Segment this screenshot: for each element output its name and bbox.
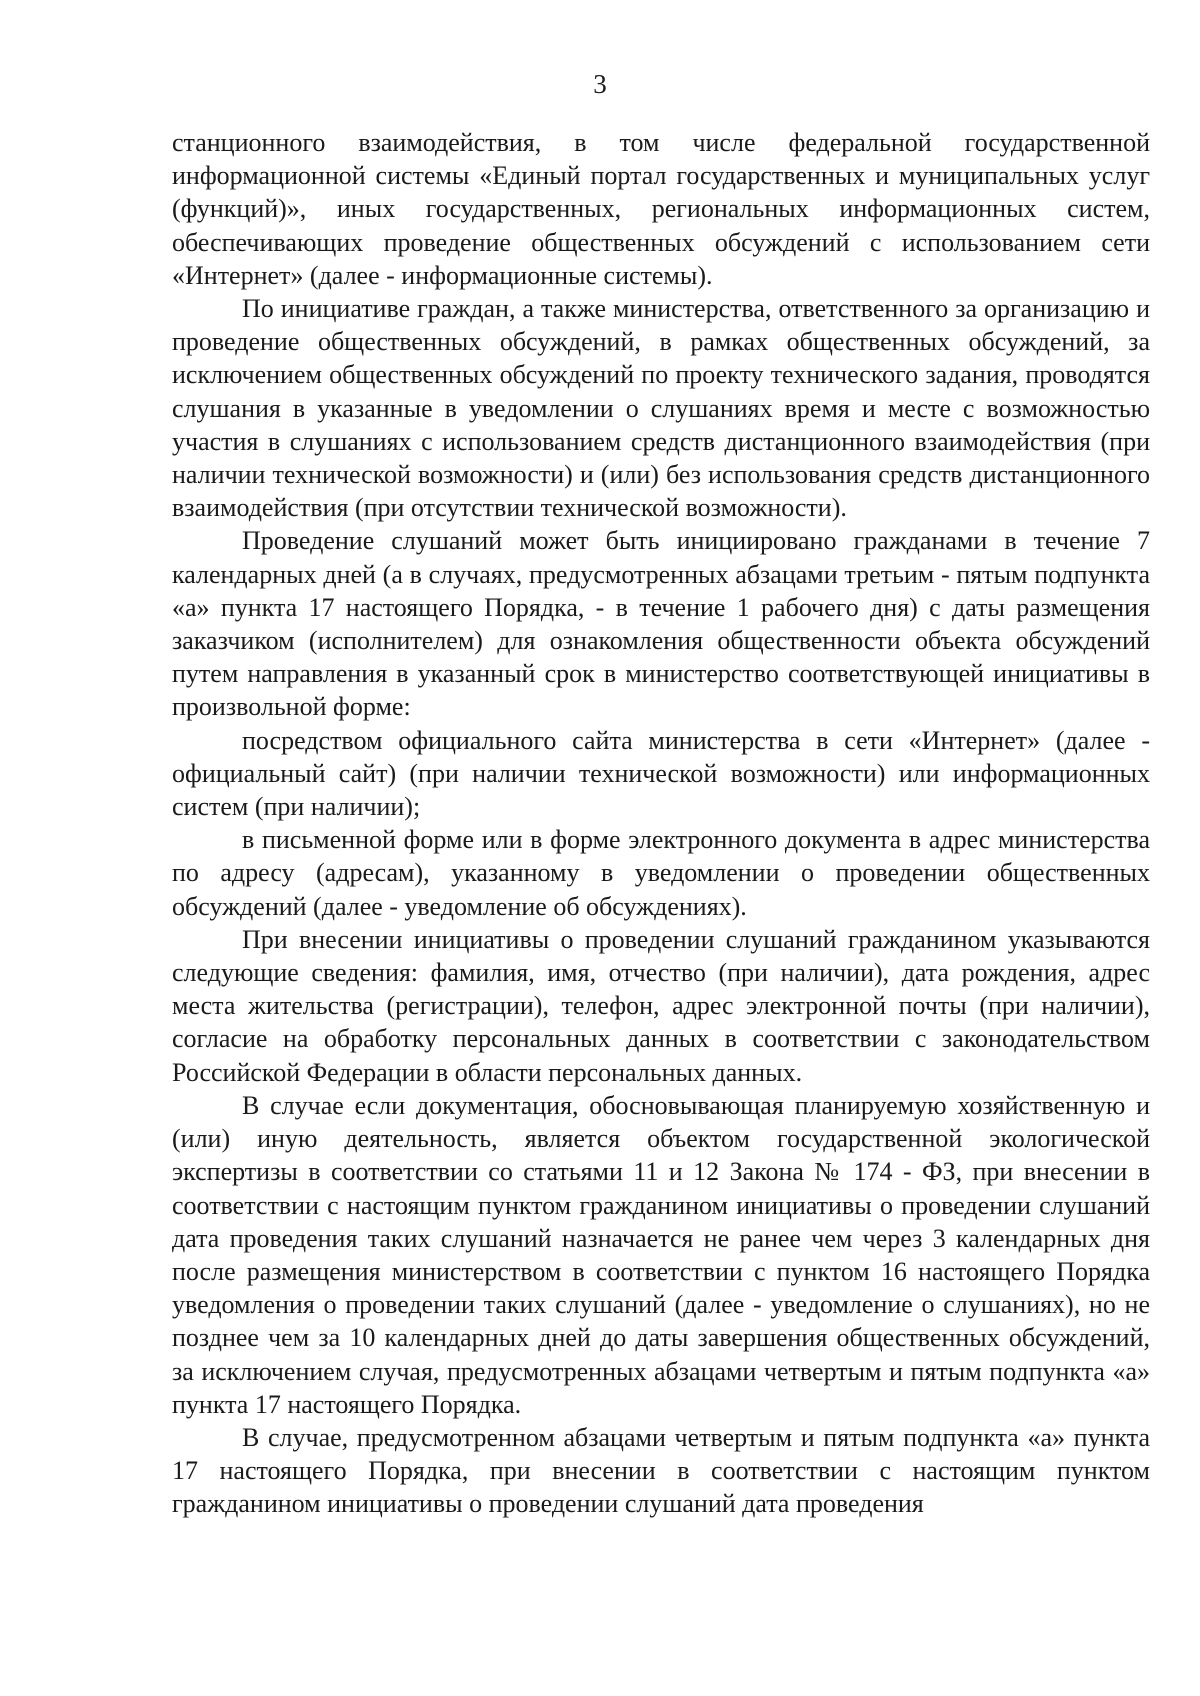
paragraph-3: Проведение слушаний может быть инициировано гражданами в течение 7 календарных дней (а в случаях, предусмотренных абзацами третьим - пятым подпункта «а» пункта 17 настоящего Порядка, - в течение 1 рабочего дня) с даты размещения заказчиком (исполнителем) для ознакомления общественности объекта обсуждений путем направления в указанный срок в министерство соответствующей инициативы в произвольной форме: xyxy=(172,526,1150,722)
paragraph-4: посредством официального сайта министерства в сети «Интернет» (далее - официальный сайт) (при наличии технической возможности) или информационных систем (при наличии); xyxy=(172,725,1150,822)
paragraph-2: По инициативе граждан, а также министерства, ответственного за организацию и проведение общественных обсуждений, в рамках общественных обсуждений, за исключением общественных обсуждений по проекту технического задания, проводятся слушания в указанные в уведомлении о слушаниях время и месте с возможностью участия в слушаниях с использованием средств дистанционного взаимодействия (при наличии технической возможности) и (или) без использования средств дистанционного взаимодействия (при отсутствии технической возможности). xyxy=(172,294,1150,523)
paragraph-6: При внесении инициативы о проведении слушаний гражданином указываются следующие сведения: фамилия, имя, отчество (при наличии), дата рождения, адрес места жительства (регистрации), телефон, адрес электронной почты (при наличии), согласие на обработку персональных данных в соответствии с законодательством Российской Федерации в области персональных данных. xyxy=(172,924,1150,1087)
paragraph-7: В случае если документация, обосновывающая планируемую хозяйственную и (или) иную деятельность, является объектом государственной экологической экспертизы в соответствии со статьями 11 и 12 Закона № 174 - ФЗ, при внесении в соответствии с настоящим пунктом гражданином инициативы о проведении слушаний дата проведения таких слушаний назначается не ранее чем через 3 календарных дня после размещения министерством в соответствии с пунктом 16 настоящего Порядка уведомления о проведении таких слушаний (далее - уведомление о слушаниях), но не позднее чем за 10 календарных дней до даты завершения общественных обсуждений, за исключением случая, предусмотренных абзацами четвертым и пятым подпункта «а» пункта 17 настоящего Порядка. xyxy=(172,1090,1150,1419)
paragraph-8: В случае, предусмотренном абзацами четвертым и пятым подпункта «а» пункта 17 настоящего Порядка, при внесении в соответствии с настоящим пунктом гражданином инициативы о проведении слушаний дата проведения xyxy=(172,1422,1150,1519)
paragraph-1: станционного взаимодействия, в том числе федеральной государственной информационной системы «Единый портал государственных и муниципальных услуг (функций)», иных государственных, региональных информационных систем, обеспечивающих проведение общественных обсуждений с использованием сети «Интернет» (далее - информационные системы). xyxy=(172,128,1150,290)
document-body xyxy=(172,126,1150,1521)
paragraph-5: в письменной форме или в форме электронного документа в адрес министерства по адресу (адресам), указанному в уведомлении о проведении общественных обсуждений (далее - уведомление об обсуждениях). xyxy=(172,825,1150,921)
page-number: 3 xyxy=(593,69,607,99)
